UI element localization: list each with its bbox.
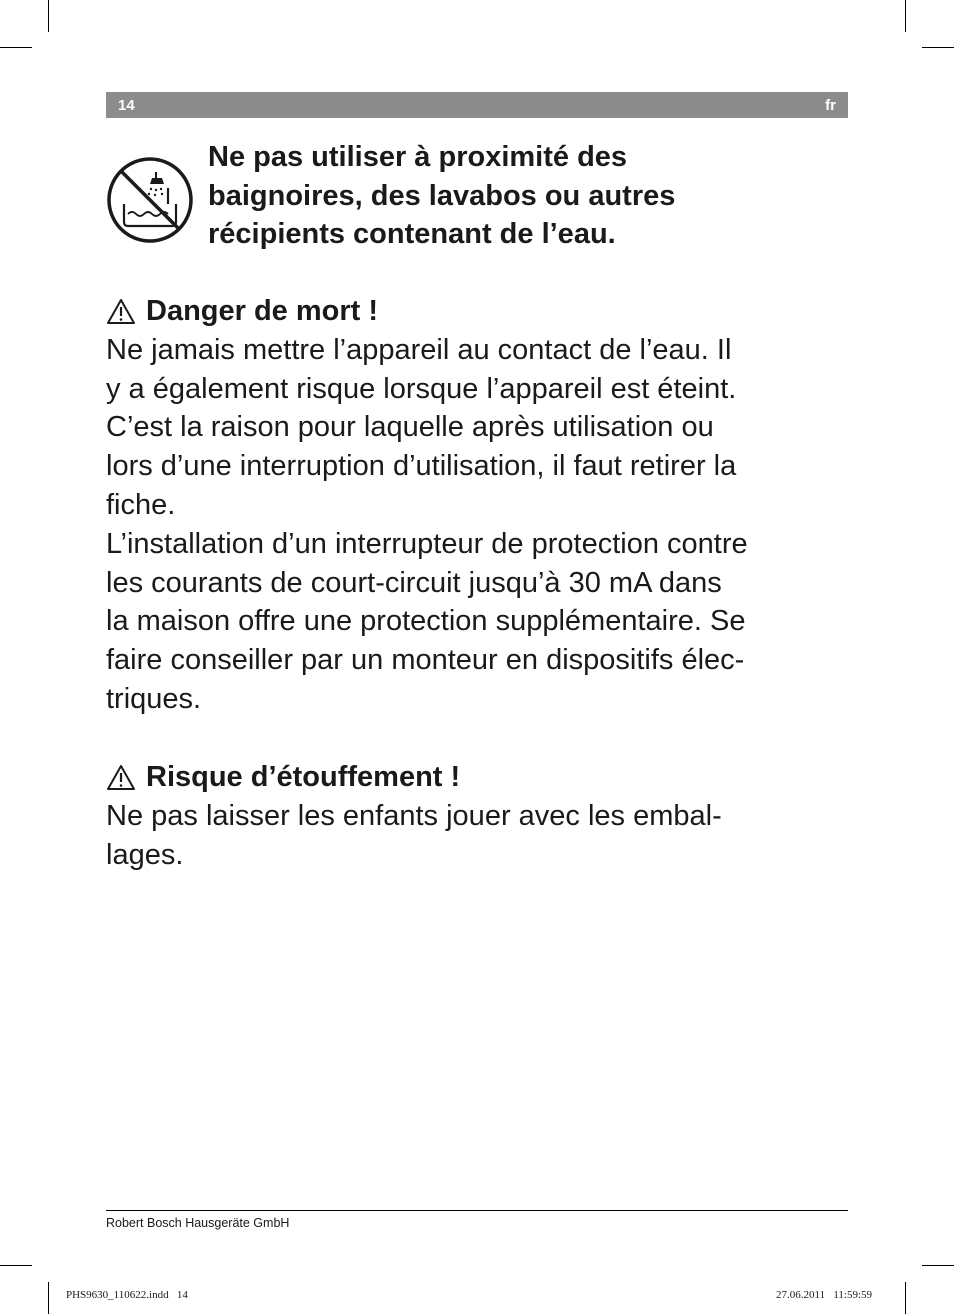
no-water-proximity-icon [106, 156, 194, 244]
warning-triangle-icon [106, 298, 136, 325]
danger-title-text: Danger de mort ! [146, 295, 379, 327]
footer-divider [106, 1210, 848, 1211]
danger-paragraph-1 [106, 331, 848, 525]
danger-paragraph-2 [106, 525, 848, 719]
text-line: Ne pas laisser les enfants jouer avec les embal- [106, 799, 722, 832]
suffocation-title [106, 758, 848, 797]
crop-mark [905, 1282, 906, 1314]
text-line: fiche. [106, 488, 176, 521]
crop-mark [0, 47, 32, 48]
print-slug-file: PHS9630_110622.indd 14 [66, 1289, 188, 1301]
suffocation-section [106, 758, 848, 874]
text-line: la maison offre une protection supplémentaire. Se [106, 605, 746, 638]
notice-line: baignoires, des lavabos ou autres [208, 179, 676, 212]
text-line: y a également risque lorsque l’appareil est éteint. [106, 372, 737, 405]
no-water-notice [208, 138, 848, 254]
text-line: lors d’une interruption d’utilisation, il faut retirer la [106, 450, 737, 483]
text-line: lages. [106, 838, 184, 871]
notice-line: Ne pas utiliser à proximité des [208, 141, 628, 173]
danger-title [106, 292, 848, 331]
language-code: fr [825, 97, 836, 114]
suffocation-paragraph [106, 797, 848, 875]
page-header-bar [106, 92, 848, 118]
print-slug-date: 27.06.2011 11:59:59 [776, 1289, 873, 1301]
crop-mark [48, 1282, 49, 1314]
text-line: C’est la raison pour laquelle après utilisation ou [106, 411, 714, 444]
danger-section [106, 292, 848, 719]
notice-line: récipients contenant de l’eau. [208, 218, 616, 250]
crop-mark [922, 47, 954, 48]
warning-triangle-icon [106, 764, 136, 791]
text-line: L’installation d’un interrupteur de protection contre [106, 527, 748, 560]
text-line: les courants de court-circuit jusqu’à 30 mA dans [106, 566, 722, 599]
crop-mark [48, 0, 49, 32]
crop-mark [905, 0, 906, 32]
text-line: Ne jamais mettre l’appareil au contact de l’eau. Il [106, 333, 732, 366]
crop-mark [0, 1265, 32, 1266]
text-line: faire conseiller par un monteur en dispositifs élec- [106, 644, 745, 677]
footer-company: Robert Bosch Hausgeräte GmbH [106, 1216, 290, 1230]
crop-mark [922, 1265, 954, 1266]
suffocation-title-text: Risque d’étouffement ! [146, 761, 461, 793]
text-line: triques. [106, 682, 202, 715]
page-number: 14 [118, 97, 135, 114]
